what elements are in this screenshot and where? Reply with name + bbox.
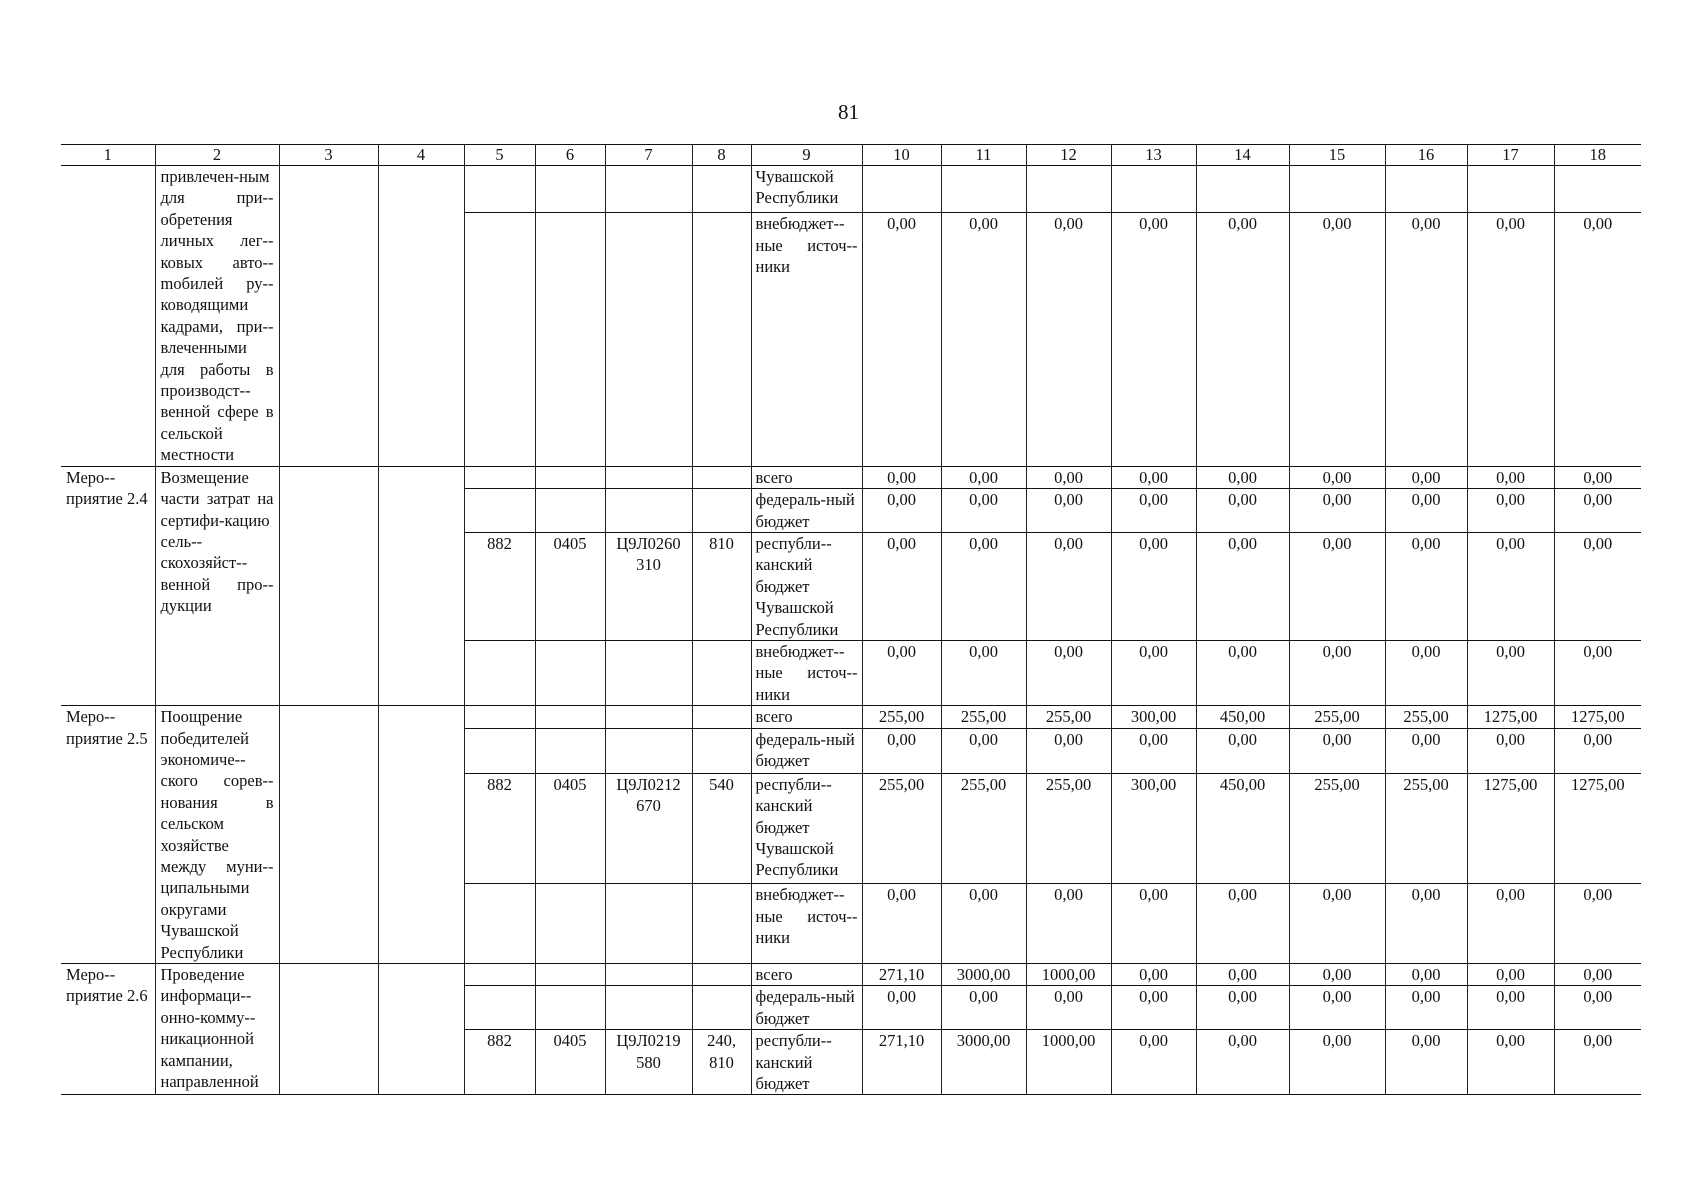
amount-cell-col-14: 0,00 [1196,213,1289,466]
amount-cell-col-12 [1026,166,1111,213]
amount-cell-col-13: 0,00 [1111,466,1196,488]
expense-type-code-cell [692,466,751,488]
amount-cell-col-17: 0,00 [1467,213,1554,466]
amount-cell-col-16: 0,00 [1385,986,1467,1030]
section-code-cell [535,964,605,986]
responsible-executor-cell [279,706,378,964]
funding-source-cell: республи-канский бюджет Чувашской Республики [751,532,862,640]
amount-cell-col-14: 0,00 [1196,884,1289,964]
amount-cell-col-17: 0,00 [1467,964,1554,986]
amount-cell-col-16: 0,00 [1385,964,1467,986]
amount-cell-col-11: 0,00 [941,466,1026,488]
measure-id-cell [61,166,155,467]
funding-source-cell: внебюджет-ные источ-ники [751,640,862,705]
amount-cell-col-13: 0,00 [1111,986,1196,1030]
expense-type-code-cell [692,166,751,213]
expense-type-code-cell [692,884,751,964]
amount-cell-col-13: 0,00 [1111,729,1196,774]
admin-code-cell [464,640,535,705]
amount-cell-col-15: 0,00 [1289,466,1385,488]
amount-cell-col-14: 0,00 [1196,986,1289,1030]
amount-cell-col-12: 0,00 [1026,532,1111,640]
column-header-6: 6 [535,145,605,166]
section-code-cell: 0405 [535,532,605,640]
target-article-code-cell: Ц9Л0219 580 [605,1030,692,1095]
co-executor-cell [378,706,464,964]
amount-cell-col-12: 0,00 [1026,640,1111,705]
amount-cell-col-10: 271,10 [862,964,941,986]
amount-cell-col-10: 0,00 [862,489,941,533]
measure-description-cell: Проведение информаци-онно-комму-никационной кампании, направленной [155,964,279,1095]
amount-cell-col-11 [941,166,1026,213]
target-article-code-cell [605,489,692,533]
amount-cell-col-18: 0,00 [1554,964,1641,986]
amount-cell-col-11: 0,00 [941,213,1026,466]
funding-source-cell: внебюджет-ные источ-ники [751,213,862,466]
amount-cell-col-11: 0,00 [941,489,1026,533]
expense-type-code-cell [692,640,751,705]
amount-cell-col-17: 1275,00 [1467,706,1554,729]
amount-cell-col-13: 0,00 [1111,884,1196,964]
amount-cell-col-15: 0,00 [1289,213,1385,466]
amount-cell-col-17: 0,00 [1467,884,1554,964]
amount-cell-col-18: 1275,00 [1554,773,1641,883]
amount-cell-col-12: 0,00 [1026,884,1111,964]
amount-cell-col-15 [1289,166,1385,213]
section-code-cell [535,729,605,774]
funding-source-cell: внебюджет-ные источ-ники [751,884,862,964]
column-header-17: 17 [1467,145,1554,166]
amount-cell-col-16: 0,00 [1385,213,1467,466]
amount-cell-col-14: 0,00 [1196,489,1289,533]
amount-cell-col-15: 0,00 [1289,729,1385,774]
amount-cell-col-14: 0,00 [1196,729,1289,774]
table-row [61,706,1641,729]
amount-cell-col-12: 0,00 [1026,729,1111,774]
amount-cell-col-13 [1111,166,1196,213]
amount-cell-col-16: 0,00 [1385,640,1467,705]
target-article-code-cell [605,213,692,466]
column-header-10: 10 [862,145,941,166]
co-executor-cell [378,166,464,467]
column-header-14: 14 [1196,145,1289,166]
expense-type-code-cell [692,964,751,986]
column-header-12: 12 [1026,145,1111,166]
amount-cell-col-17: 0,00 [1467,466,1554,488]
funding-source-cell: всего [751,706,862,729]
funding-source-cell: федераль-ный бюджет [751,729,862,774]
amount-cell-col-17: 0,00 [1467,640,1554,705]
amount-cell-col-13: 0,00 [1111,640,1196,705]
amount-cell-col-18: 1275,00 [1554,706,1641,729]
amount-cell-col-17: 0,00 [1467,1030,1554,1095]
co-executor-cell [378,466,464,705]
amount-cell-col-15: 255,00 [1289,773,1385,883]
amount-cell-col-14: 0,00 [1196,640,1289,705]
amount-cell-col-10: 0,00 [862,213,941,466]
amount-cell-col-13: 0,00 [1111,532,1196,640]
amount-cell-col-11: 0,00 [941,729,1026,774]
amount-cell-col-12: 1000,00 [1026,1030,1111,1095]
amount-cell-col-11: 3000,00 [941,964,1026,986]
page-number: 81 [838,100,859,124]
amount-cell-col-10: 0,00 [862,884,941,964]
column-header-5: 5 [464,145,535,166]
amount-cell-col-18: 0,00 [1554,729,1641,774]
amount-cell-col-18: 0,00 [1554,884,1641,964]
section-code-cell [535,166,605,213]
funding-source-cell: всего [751,466,862,488]
target-article-code-cell [605,166,692,213]
amount-cell-col-18: 0,00 [1554,466,1641,488]
amount-cell-col-10: 255,00 [862,706,941,729]
amount-cell-col-10: 271,10 [862,1030,941,1095]
amount-cell-col-13: 300,00 [1111,706,1196,729]
table-row [61,964,1641,986]
column-header-7: 7 [605,145,692,166]
target-article-code-cell [605,640,692,705]
amount-cell-col-10: 0,00 [862,640,941,705]
amount-cell-col-16: 0,00 [1385,532,1467,640]
target-article-code-cell [605,466,692,488]
amount-cell-col-10 [862,166,941,213]
amount-cell-col-13: 0,00 [1111,213,1196,466]
admin-code-cell: 882 [464,1030,535,1095]
amount-cell-col-18: 0,00 [1554,532,1641,640]
amount-cell-col-14 [1196,166,1289,213]
amount-cell-col-17: 0,00 [1467,489,1554,533]
funding-source-cell: всего [751,964,862,986]
amount-cell-col-14: 0,00 [1196,532,1289,640]
amount-cell-col-13: 300,00 [1111,773,1196,883]
admin-code-cell [464,729,535,774]
co-executor-cell [378,964,464,1095]
amount-cell-col-11: 0,00 [941,532,1026,640]
expense-type-code-cell [692,489,751,533]
table-row [61,166,1641,213]
amount-cell-col-17: 0,00 [1467,729,1554,774]
amount-cell-col-18 [1554,166,1641,213]
amount-cell-col-15: 255,00 [1289,706,1385,729]
column-header-16: 16 [1385,145,1467,166]
column-header-4: 4 [378,145,464,166]
funding-source-cell: Чувашской Республики [751,166,862,213]
column-header-11: 11 [941,145,1026,166]
amount-cell-col-16: 0,00 [1385,729,1467,774]
amount-cell-col-15: 0,00 [1289,640,1385,705]
expense-type-code-cell: 540 [692,773,751,883]
expense-type-code-cell [692,729,751,774]
target-article-code-cell: Ц9Л0212 670 [605,773,692,883]
measure-description-cell: Поощрение победителей экономиче-ского сорев-нования в сельском хозяйстве между муни-ципальными округами Чувашской Республики [155,706,279,964]
amount-cell-col-10: 255,00 [862,773,941,883]
expense-type-code-cell [692,986,751,1030]
section-code-cell [535,986,605,1030]
target-article-code-cell [605,884,692,964]
amount-cell-col-15: 0,00 [1289,489,1385,533]
target-article-code-cell: Ц9Л0260 310 [605,532,692,640]
amount-cell-col-17: 0,00 [1467,986,1554,1030]
amount-cell-col-17: 0,00 [1467,532,1554,640]
amount-cell-col-16: 0,00 [1385,1030,1467,1095]
responsible-executor-cell [279,166,378,467]
expense-type-code-cell: 810 [692,532,751,640]
admin-code-cell [464,986,535,1030]
amount-cell-col-16: 255,00 [1385,773,1467,883]
amount-cell-col-17: 1275,00 [1467,773,1554,883]
amount-cell-col-15: 0,00 [1289,986,1385,1030]
section-code-cell [535,884,605,964]
funding-source-cell: республи-канский бюджет Чувашской Республики [751,773,862,883]
amount-cell-col-14: 450,00 [1196,706,1289,729]
target-article-code-cell [605,706,692,729]
budget-table [61,144,1641,1095]
amount-cell-col-16: 0,00 [1385,489,1467,533]
amount-cell-col-12: 0,00 [1026,489,1111,533]
amount-cell-col-11: 0,00 [941,986,1026,1030]
amount-cell-col-18: 0,00 [1554,986,1641,1030]
admin-code-cell [464,213,535,466]
amount-cell-col-18: 0,00 [1554,213,1641,466]
amount-cell-col-15: 0,00 [1289,964,1385,986]
section-code-cell: 0405 [535,1030,605,1095]
column-header-3: 3 [279,145,378,166]
admin-code-cell: 882 [464,773,535,883]
measure-description-cell: привлечен-ным для при-обретения личных лег-ковых авто-mобилей ру-ководящими кадрами, при-влеченными для работы в производст-венной сфере в сельской местности [155,166,279,467]
column-number-header-row [61,145,1641,166]
column-header-15: 15 [1289,145,1385,166]
section-code-cell [535,706,605,729]
amount-cell-col-11: 255,00 [941,773,1026,883]
amount-cell-col-10: 0,00 [862,729,941,774]
amount-cell-col-18: 0,00 [1554,640,1641,705]
expense-type-code-cell: 240, 810 [692,1030,751,1095]
amount-cell-col-16: 0,00 [1385,466,1467,488]
admin-code-cell [464,706,535,729]
amount-cell-col-12: 1000,00 [1026,964,1111,986]
amount-cell-col-13: 0,00 [1111,964,1196,986]
amount-cell-col-17 [1467,166,1554,213]
measure-id-cell: Меро-приятие 2.6 [61,964,155,1095]
amount-cell-col-10: 0,00 [862,532,941,640]
section-code-cell [535,489,605,533]
amount-cell-col-16: 255,00 [1385,706,1467,729]
amount-cell-col-16 [1385,166,1467,213]
amount-cell-col-15: 0,00 [1289,884,1385,964]
funding-source-cell: республи-канский бюджет [751,1030,862,1095]
amount-cell-col-15: 0,00 [1289,532,1385,640]
amount-cell-col-14: 450,00 [1196,773,1289,883]
amount-cell-col-18: 0,00 [1554,1030,1641,1095]
amount-cell-col-14: 0,00 [1196,964,1289,986]
column-header-2: 2 [155,145,279,166]
admin-code-cell: 882 [464,532,535,640]
responsible-executor-cell [279,964,378,1095]
expense-type-code-cell [692,706,751,729]
amount-cell-col-12: 0,00 [1026,986,1111,1030]
column-header-1: 1 [61,145,155,166]
column-header-8: 8 [692,145,751,166]
amount-cell-col-11: 3000,00 [941,1030,1026,1095]
admin-code-cell [464,884,535,964]
amount-cell-col-16: 0,00 [1385,884,1467,964]
funding-source-cell: федераль-ный бюджет [751,986,862,1030]
admin-code-cell [464,466,535,488]
target-article-code-cell [605,964,692,986]
table-row [61,466,1641,488]
admin-code-cell [464,489,535,533]
funding-source-cell: федераль-ный бюджет [751,489,862,533]
amount-cell-col-11: 255,00 [941,706,1026,729]
measure-description-cell: Возмещение части затрат на сертифи-кацию сель-скохозяйст-венной про-дукции [155,466,279,705]
amount-cell-col-12: 0,00 [1026,213,1111,466]
amount-cell-col-13: 0,00 [1111,1030,1196,1095]
amount-cell-col-14: 0,00 [1196,466,1289,488]
amount-cell-col-11: 0,00 [941,640,1026,705]
budget-table-body [61,145,1641,1095]
amount-cell-col-15: 0,00 [1289,1030,1385,1095]
amount-cell-col-12: 0,00 [1026,466,1111,488]
amount-cell-col-14: 0,00 [1196,1030,1289,1095]
amount-cell-col-10: 0,00 [862,986,941,1030]
target-article-code-cell [605,729,692,774]
amount-cell-col-12: 255,00 [1026,773,1111,883]
section-code-cell [535,466,605,488]
amount-cell-col-18: 0,00 [1554,489,1641,533]
target-article-code-cell [605,986,692,1030]
responsible-executor-cell [279,466,378,705]
section-code-cell [535,640,605,705]
column-header-13: 13 [1111,145,1196,166]
expense-type-code-cell [692,213,751,466]
measure-id-cell: Меро-приятие 2.5 [61,706,155,964]
admin-code-cell [464,166,535,213]
amount-cell-col-10: 0,00 [862,466,941,488]
amount-cell-col-11: 0,00 [941,884,1026,964]
column-header-9: 9 [751,145,862,166]
amount-cell-col-13: 0,00 [1111,489,1196,533]
column-header-18: 18 [1554,145,1641,166]
measure-id-cell: Меро-приятие 2.4 [61,466,155,705]
section-code-cell [535,213,605,466]
admin-code-cell [464,964,535,986]
amount-cell-col-12: 255,00 [1026,706,1111,729]
section-code-cell: 0405 [535,773,605,883]
